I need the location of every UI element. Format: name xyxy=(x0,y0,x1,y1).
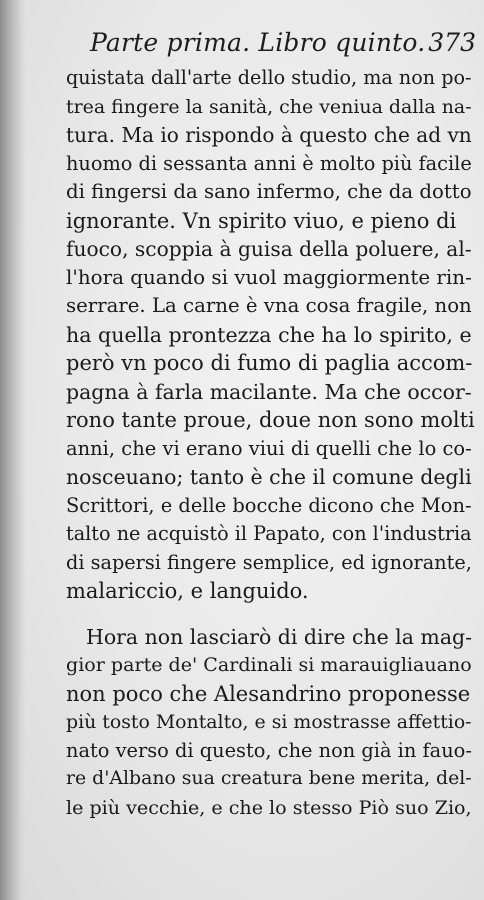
text-line: di sapersi fingere semplice, ed ignorante, xyxy=(66,550,472,574)
text-line: più tosto Montalto, e si mostrasse affettio- xyxy=(66,711,472,733)
text-line: nato verso di questo, che non già in fauo- xyxy=(66,738,472,762)
text-line: re d'Albano sua creatura bene merita, del- xyxy=(66,768,472,789)
paragraph-gap xyxy=(66,606,476,623)
text-line: non poco che Alesandrino proponesse xyxy=(66,681,471,706)
text-line: rono tante proue, doue non sono molti xyxy=(66,408,475,432)
text-line: di fingersi da sano infermo, che da dotto xyxy=(66,180,472,203)
text-line: malariccio, e languido. xyxy=(66,579,309,603)
text-line: Hora non lasciarò di dire che la mag- xyxy=(86,624,473,649)
body-text xyxy=(66,64,476,822)
text-line: quistata dall'arte dello studio, ma non po- xyxy=(66,66,472,89)
text-line: serrare. La carne è vna cosa fragile, non xyxy=(66,294,472,317)
page-gutter-shadow xyxy=(0,0,26,900)
text-line: trea fingere la sanità, che veniua dalla na- xyxy=(66,95,472,118)
text-line: fuoco, scoppia à guisa della poluere, al- xyxy=(66,237,472,261)
text-line: pagna à farla macilante. Ma che occor- xyxy=(66,379,472,404)
paragraph-1 xyxy=(66,64,476,606)
text-line: talto ne acquistò il Papato, con l'industria xyxy=(66,522,472,545)
running-head: Parte prima. Libro quinto. xyxy=(90,28,426,57)
paragraph-2 xyxy=(66,623,476,823)
text-line: huomo di sessanta anni è molto più facile xyxy=(66,151,472,175)
text-line: Scrittori, e delle bocche dicono che Mon- xyxy=(66,493,472,517)
page-header xyxy=(0,28,484,62)
text-line: gior parte de' Cardinali si marauigliauano xyxy=(66,654,472,676)
text-line: ha quella prontezza che ha lo spirito, e xyxy=(66,322,472,347)
text-line: l'hora quando si vuol maggiormente rin- xyxy=(66,265,472,289)
page-number: 373 xyxy=(428,28,476,57)
text-line: tura. Ma io rispondo à questo che ad vn xyxy=(66,123,472,147)
text-line: ignorante. Vn spirito viuo, e pieno di xyxy=(66,208,457,233)
text-line: anni, che vi erano viui di quelli che lo co- xyxy=(66,436,472,460)
text-line: le più vecchie, e che lo stesso Piò suo Zio, xyxy=(66,795,472,819)
text-line: però vn poco di fumo di paglia accom- xyxy=(66,351,473,375)
text-line: nosceuano; tanto è che il comune degli xyxy=(66,465,472,489)
